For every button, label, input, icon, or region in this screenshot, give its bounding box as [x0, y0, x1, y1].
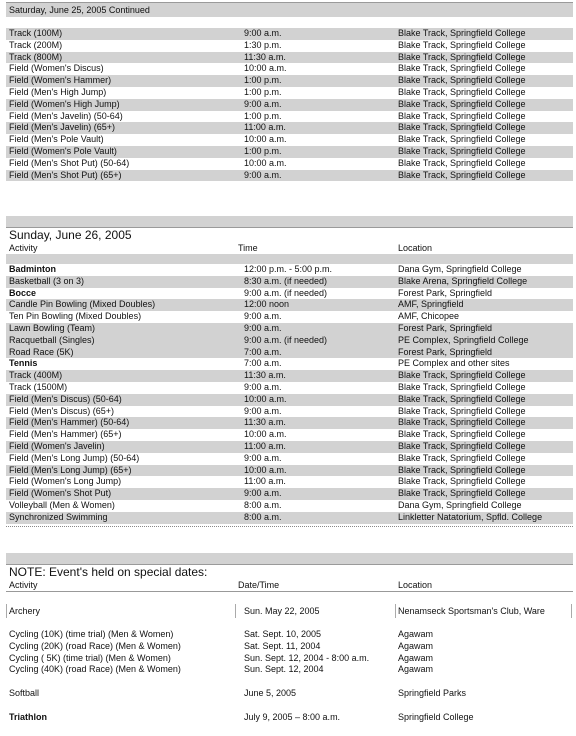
activity: Archery: [9, 606, 41, 616]
table-row: [6, 288, 573, 300]
location: Blake Track, Springfield College: [398, 452, 526, 463]
location: Blake Track, Springfield College: [398, 464, 526, 475]
time: 10:00 a.m.: [244, 134, 287, 145]
table-row: [6, 441, 573, 453]
activity: Track (800M): [9, 51, 63, 62]
activity: Synchronized Swimming: [9, 511, 108, 522]
table-row: [6, 264, 573, 276]
time: 1:30 p.m.: [244, 39, 282, 50]
table-row: [6, 146, 573, 158]
table-row: [6, 122, 573, 134]
spacer: [6, 17, 573, 28]
location: Springfield College: [398, 711, 474, 722]
activity: Racquetball (Singles): [9, 334, 95, 345]
special-dates-section: [6, 553, 573, 724]
time: 11:30 a.m.: [244, 417, 286, 428]
activity: Cycling ( 5K) (time trial) (Men & Women): [9, 652, 171, 663]
saturday-title: Saturday, June 25, 2005 Continued: [6, 2, 573, 17]
activity: Track (200M): [9, 39, 63, 50]
location: Blake Track, Springfield College: [398, 122, 526, 133]
activity: Cycling (20K) (road Race) (Men & Women): [9, 640, 181, 651]
archery-row: [6, 604, 573, 618]
time: 9:00 a.m.: [244, 452, 282, 463]
time: 12:00 noon: [244, 299, 290, 310]
activity: Field (Men's Javelin) (65+): [9, 122, 116, 133]
location: Blake Track, Springfield College: [398, 39, 526, 50]
saturday-continued-section: [6, 2, 573, 181]
time: 9:00 a.m.: [244, 169, 282, 180]
activity: Track (400M): [9, 370, 63, 381]
activity: Field (Men's Discus) (65+): [9, 405, 114, 416]
activity: Field (Women's Pole Vault): [9, 145, 117, 156]
time: 9:00 a.m.: [244, 311, 282, 322]
activity: Basketball (3 on 3): [9, 275, 85, 286]
table-row: [6, 476, 573, 488]
time: 11:00 a.m.: [244, 476, 286, 487]
saturday-table: [6, 28, 573, 181]
activity: Field (Men's Discus) (50-64): [9, 393, 122, 404]
time: 1:00 p.m.: [244, 110, 282, 121]
table-row: [6, 465, 573, 477]
location: Nenamseck Sportsman's Club, Ware: [398, 606, 545, 616]
activity: Field (Men's Shot Put) (50-64): [9, 157, 130, 168]
sunday-column-headers: [6, 243, 573, 254]
location: Blake Track, Springfield College: [398, 28, 526, 38]
location: Dana Gym, Springfield College: [398, 499, 522, 510]
activity: Track (100M): [9, 28, 63, 38]
spacer: [6, 553, 573, 564]
location: PE Complex and other sites: [398, 358, 510, 369]
softball-row: [6, 688, 573, 700]
table-row: [6, 500, 573, 512]
location: Agawam: [398, 664, 434, 675]
time: 1:00 p.m.: [244, 86, 282, 97]
location: AMF, Chicopee: [398, 311, 460, 322]
sunday-section: [6, 216, 573, 527]
time: 9:00 a.m.: [244, 98, 282, 109]
time: 10:00 a.m.: [244, 63, 287, 74]
spacer: [6, 254, 573, 264]
location: Blake Track, Springfield College: [398, 488, 526, 499]
table-row: [6, 87, 573, 99]
location: Blake Track, Springfield College: [398, 157, 526, 168]
location: Blake Track, Springfield College: [398, 75, 526, 86]
cycling-rows: [6, 629, 573, 676]
spacer: [6, 676, 573, 688]
table-row: [6, 323, 573, 335]
time: 8:00 a.m.: [244, 511, 282, 522]
activity: Field (Women's High Jump): [9, 98, 120, 109]
table-row: [6, 75, 573, 87]
activity: Lawn Bowling (Team): [9, 322, 96, 333]
table-row: [6, 429, 573, 441]
table-row: [6, 299, 573, 311]
time: Sat. Sept. 11, 2004: [244, 640, 321, 651]
time: 9:00 a.m.: [244, 28, 282, 38]
col-activity: Activity: [9, 243, 38, 253]
activity: Candle Pin Bowling (Mixed Doubles): [9, 299, 156, 310]
col-time: Date/Time: [238, 580, 280, 590]
location: Blake Track, Springfield College: [398, 429, 526, 440]
activity: Field (Men's Shot Put) (65+): [9, 169, 122, 180]
activity: Bocce: [9, 287, 37, 298]
activity: Field (Men's Long Jump) (65+): [9, 464, 132, 475]
time: 9:00 a.m.: [244, 405, 282, 416]
table-row: [6, 134, 573, 146]
time: 8:00 a.m.: [244, 499, 282, 510]
activity: Cycling (10K) (time trial) (Men & Women): [9, 629, 174, 639]
table-row: [6, 276, 573, 288]
location: Blake Track, Springfield College: [398, 370, 526, 381]
table-row: [6, 417, 573, 429]
table-row: [6, 28, 573, 40]
table-row: [6, 63, 573, 75]
table-row: [6, 335, 573, 347]
activity: Field (Men's Hammer) (50-64): [9, 417, 130, 428]
time: 11:30 a.m.: [244, 370, 286, 381]
time: 8:30 a.m. (if needed): [244, 275, 328, 286]
location: Blake Track, Springfield College: [398, 417, 526, 428]
location: PE Complex, Springfield College: [398, 334, 529, 345]
col-activity: Activity: [9, 580, 38, 590]
activity: Ten Pin Bowling (Mixed Doubles): [9, 311, 142, 322]
location: Agawam: [398, 629, 434, 639]
time: 7:00 a.m.: [244, 358, 282, 369]
time: 10:00 a.m.: [244, 393, 287, 404]
spacer: [6, 524, 573, 527]
location: Agawam: [398, 652, 434, 663]
col-location: Location: [398, 243, 433, 253]
table-row: [6, 370, 573, 382]
time: Sun. Sept. 12, 2004: [244, 664, 324, 675]
location: AMF, Springfield: [398, 299, 464, 310]
table-row: [6, 52, 573, 64]
activity: Field (Women's Long Jump): [9, 476, 122, 487]
col-time: Time: [238, 243, 258, 253]
time: Sat. Sept. 10, 2005: [244, 629, 322, 639]
time: 7:00 a.m.: [244, 346, 282, 357]
activity: Field (Men's Hammer) (65+): [9, 429, 122, 440]
location: Blake Track, Springfield College: [398, 381, 526, 392]
date: June 5, 2005: [244, 688, 297, 699]
time: 10:00 a.m.: [244, 464, 287, 475]
time: 1:00 p.m.: [244, 75, 282, 86]
time: 1:00 p.m.: [244, 145, 282, 156]
time: 11:00 a.m.: [244, 122, 286, 133]
table-row: [6, 664, 573, 676]
location: Agawam: [398, 640, 434, 651]
spacer: [6, 592, 573, 604]
spacer: [6, 700, 573, 712]
table-row: [6, 406, 573, 418]
time: 9:00 a.m.: [244, 381, 282, 392]
table-row: [6, 358, 573, 370]
location: Forest Park, Springfield: [398, 346, 493, 357]
activity: Field (Men's High Jump): [9, 86, 107, 97]
activity: Road Race (5K): [9, 346, 74, 357]
time: 10:00 a.m.: [244, 157, 287, 168]
location: Forest Park, Springfield: [398, 287, 493, 298]
activity: Softball: [9, 688, 40, 699]
date: Sun. May 22, 2005: [244, 606, 320, 616]
location: Blake Track, Springfield College: [398, 86, 526, 97]
location: Dana Gym, Springfield College: [398, 264, 522, 274]
location: Blake Track, Springfield College: [398, 134, 526, 145]
sunday-title: Sunday, June 26, 2005: [6, 227, 573, 243]
activity: Field (Men's Long Jump) (50-64): [9, 452, 140, 463]
location: Linkletter Natatorium, Spfld. College: [398, 511, 543, 522]
table-row: [6, 347, 573, 359]
activity: Field (Men's Javelin) (50-64): [9, 110, 123, 121]
activity: Badminton: [9, 264, 56, 274]
location: Blake Track, Springfield College: [398, 476, 526, 487]
location: Blake Track, Springfield College: [398, 393, 526, 404]
location: Blake Track, Springfield College: [398, 405, 526, 416]
time: 12:00 p.m. - 5:00 p.m.: [244, 264, 333, 274]
special-column-headers: [6, 580, 573, 592]
location: Blake Track, Springfield College: [398, 110, 526, 121]
spacer: [6, 216, 573, 227]
activity: Tennis: [9, 358, 38, 369]
spacer: [6, 618, 573, 629]
time: Sun. Sept. 12, 2004 - 8:00 a.m.: [244, 652, 370, 663]
table-row: [6, 111, 573, 123]
table-row: [6, 641, 573, 653]
time: 10:00 a.m.: [244, 429, 287, 440]
location: Blake Track, Springfield College: [398, 440, 526, 451]
table-row: [6, 311, 573, 323]
location: Springfield Parks: [398, 688, 467, 699]
table-row: [6, 158, 573, 170]
location: Blake Track, Springfield College: [398, 51, 526, 62]
sunday-table: [6, 264, 573, 524]
table-row: [6, 99, 573, 111]
table-row: [6, 512, 573, 524]
date: July 9, 2005 – 8:00 a.m.: [244, 711, 341, 722]
table-row: [6, 653, 573, 665]
activity: Field (Men's Pole Vault): [9, 134, 104, 145]
table-row: [6, 170, 573, 182]
location: Blake Track, Springfield College: [398, 145, 526, 156]
activity: Volleyball (Men & Women): [9, 499, 115, 510]
special-title: NOTE: Event's held on special dates:: [6, 564, 573, 580]
time: 11:00 a.m.: [244, 440, 286, 451]
location: Blake Track, Springfield College: [398, 98, 526, 109]
time: 9:00 a.m. (if needed): [244, 287, 328, 298]
table-row: [6, 488, 573, 500]
location: Blake Track, Springfield College: [398, 169, 526, 180]
table-row: [6, 40, 573, 52]
table-row: [6, 453, 573, 465]
table-row: [6, 394, 573, 406]
table-row: [6, 629, 573, 641]
table-row: [6, 382, 573, 394]
location: Blake Track, Springfield College: [398, 63, 526, 74]
time: 9:00 a.m.: [244, 322, 282, 333]
time: 11:30 a.m.: [244, 51, 286, 62]
activity: Field (Women's Javelin): [9, 440, 105, 451]
location: Forest Park, Springfield: [398, 322, 493, 333]
activity: Triathlon: [9, 711, 47, 722]
time: 9:00 a.m.: [244, 488, 282, 499]
activity: Field (Women's Discus): [9, 63, 104, 74]
activity: Track (1500M): [9, 381, 68, 392]
activity: Cycling (40K) (road Race) (Men & Women): [9, 664, 181, 675]
col-location: Location: [398, 580, 433, 590]
triathlon-row: [6, 712, 573, 724]
activity: Field (Women's Shot Put): [9, 488, 112, 499]
location: Blake Arena, Springfield College: [398, 275, 528, 286]
activity: Field (Women's Hammer): [9, 75, 112, 86]
time: 9:00 a.m. (if needed): [244, 334, 328, 345]
